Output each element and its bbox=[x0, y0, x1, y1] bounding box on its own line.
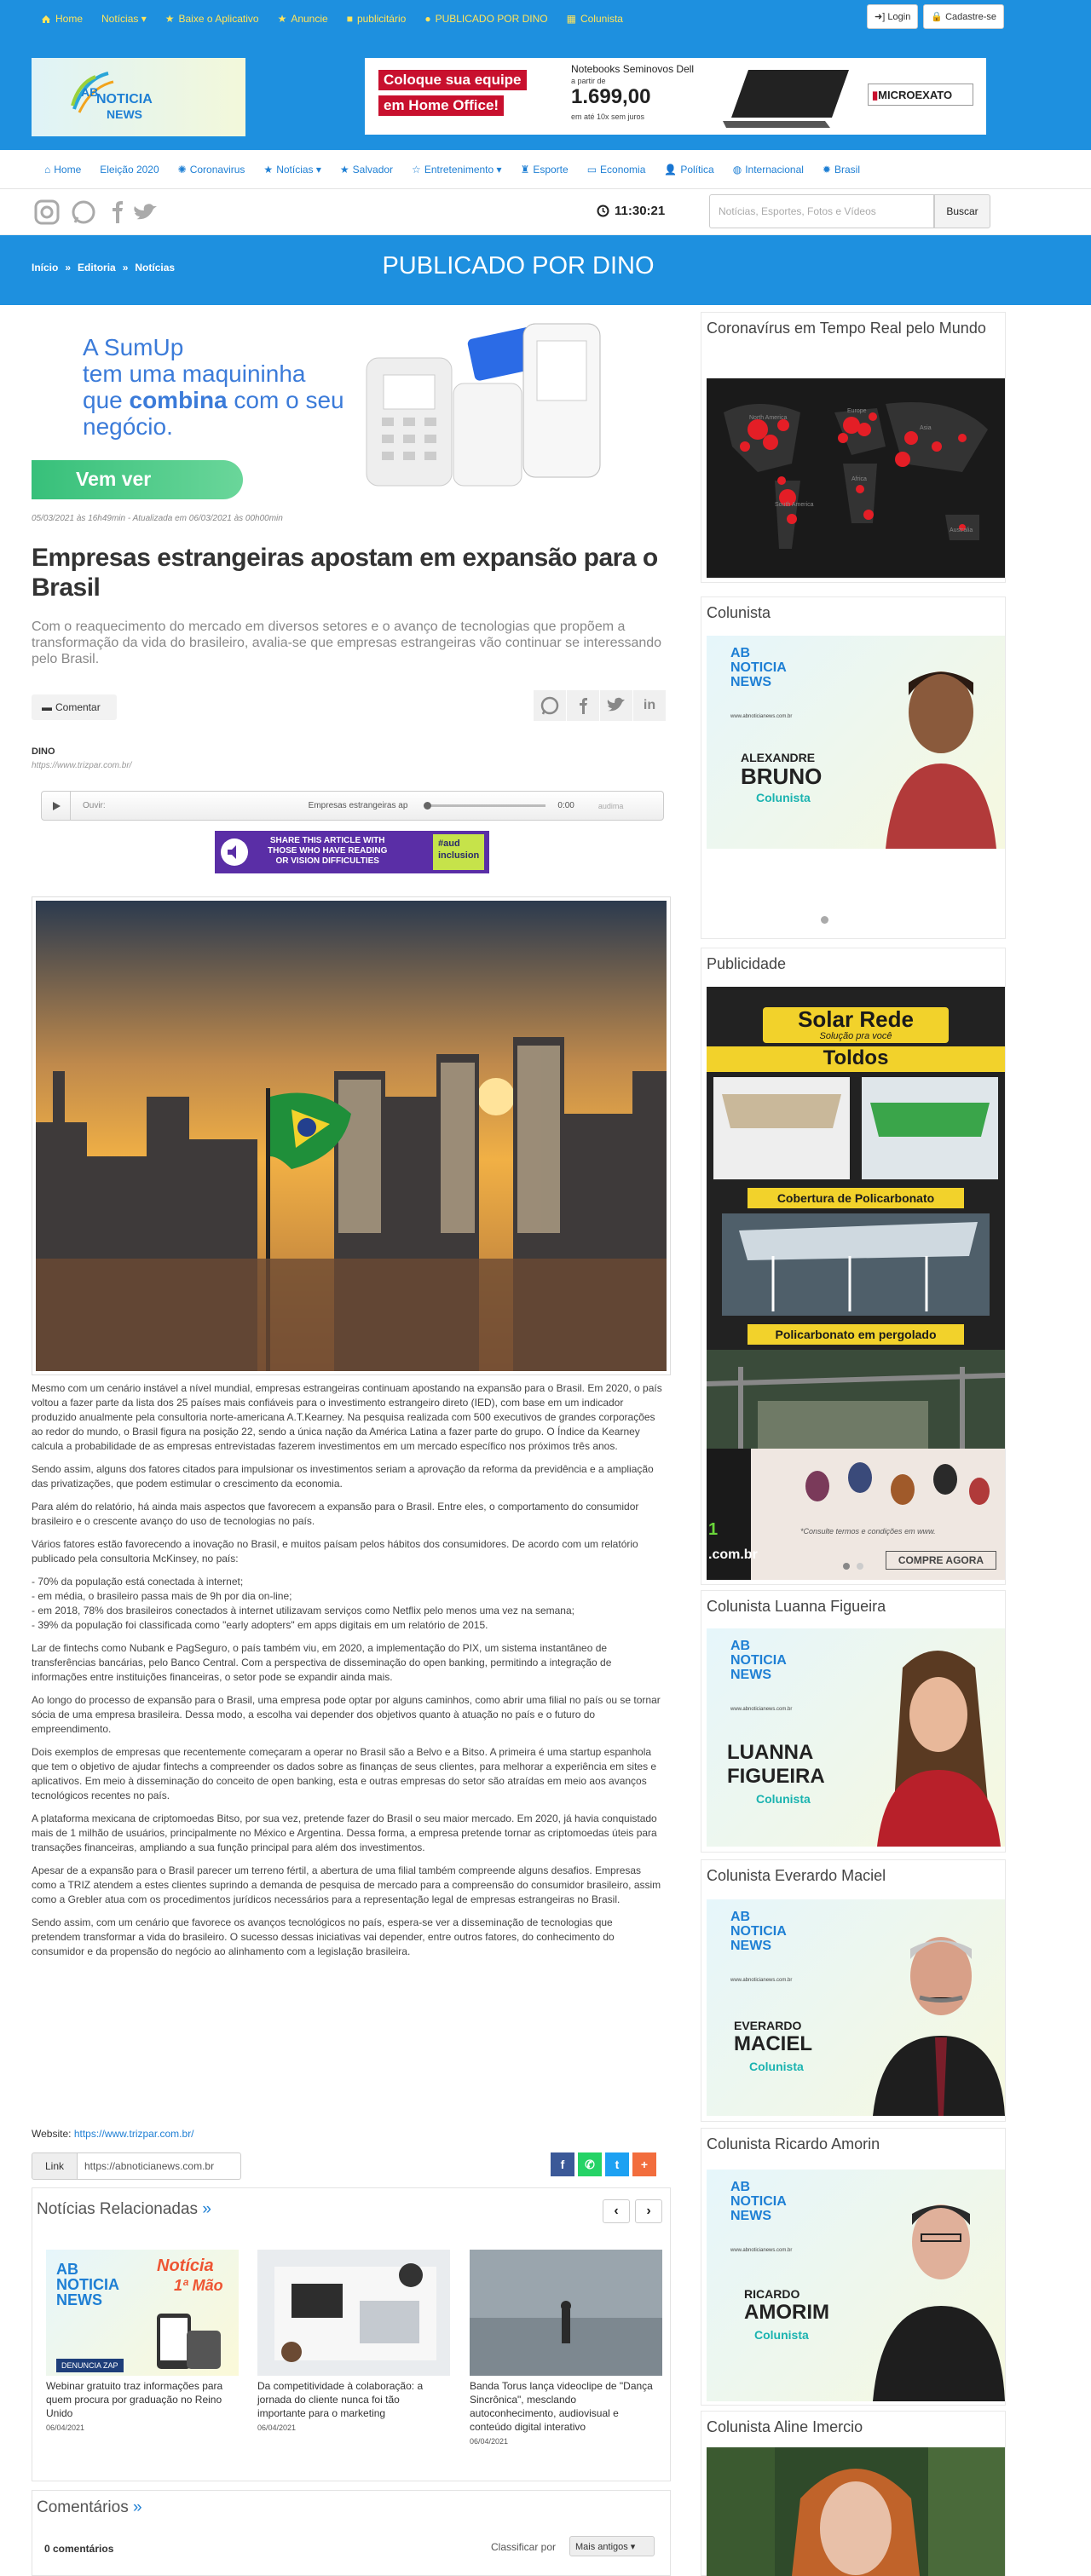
topnav-label: PUBLICADO POR DINO bbox=[435, 13, 548, 25]
thumb-logo bbox=[56, 2262, 119, 2308]
columnist-card-everardo[interactable] bbox=[707, 1899, 1005, 2116]
solar-cobertura: Cobertura de Policarbonato bbox=[748, 1188, 964, 1208]
article-paragraph: A plataforma mexicana de criptomoedas Bitso, por sua vez, pretende fazer do Brasil o seu maior mercado. Em 2020, já havia conquistado mais de 1 milhão de usuários, principalmente no México e Argentina. Dessa forma, a empresa pretende tornar as criptomoedas úteis para transações financeiras, ampliando a sua função principal para além dos investimentos. bbox=[32, 1812, 657, 1853]
solar-logo bbox=[763, 1007, 949, 1043]
phone-image bbox=[148, 2309, 225, 2369]
ad-headline: em Home Office! bbox=[378, 95, 504, 116]
card-logo-line: NOTICIA bbox=[730, 660, 787, 675]
coffee-cta: COMPRE AGORA bbox=[886, 1551, 996, 1570]
coffee-fragment: .com.br bbox=[708, 1547, 758, 1562]
columnist-first-name: LUANNA bbox=[727, 1741, 814, 1764]
related-thumb bbox=[470, 2250, 662, 2376]
nav-noticias[interactable] bbox=[263, 164, 320, 176]
related-item[interactable] bbox=[257, 2250, 450, 2432]
columnist-first-name: ALEXANDRE bbox=[741, 751, 816, 764]
virus-icon: ✺ bbox=[177, 164, 187, 176]
nav-home[interactable] bbox=[44, 164, 81, 176]
ad-brand bbox=[868, 84, 973, 106]
circle-icon: ✹ bbox=[822, 164, 831, 176]
ad-product: Notebooks Seminovos Dell bbox=[571, 63, 695, 75]
columnist-photo bbox=[869, 1634, 1005, 1847]
link-input[interactable]: https://abnoticianews.com.br bbox=[78, 2152, 241, 2180]
columnist-role: Colunista bbox=[754, 2328, 809, 2342]
card-site: www.abnoticianews.com.br bbox=[730, 1978, 793, 1983]
card-logo-line: NOTICIA bbox=[730, 1924, 787, 1939]
signup-label: Cadastre-se bbox=[945, 12, 996, 22]
columnist-last-name: MACIEL bbox=[734, 2032, 812, 2055]
top-nav bbox=[41, 0, 623, 37]
related-nav bbox=[603, 2199, 662, 2223]
progress-knob[interactable] bbox=[424, 802, 431, 810]
solar-rede-ad[interactable] bbox=[707, 987, 1005, 1580]
card-logo-line: AB bbox=[730, 1639, 751, 1653]
comment-icon: ▬ bbox=[42, 701, 52, 713]
card-logo-line: NEWS bbox=[730, 675, 771, 689]
twitter-icon: t bbox=[615, 2158, 620, 2171]
coffee-sidebar bbox=[707, 1449, 758, 1580]
nav-brasil[interactable] bbox=[823, 164, 860, 176]
card-logo-line: AB bbox=[730, 2180, 751, 2194]
topnav-dino[interactable] bbox=[424, 13, 547, 25]
audima-line: OR VISION DIFFICULTIES bbox=[275, 856, 379, 866]
columnist-role: Colunista bbox=[756, 791, 811, 804]
sumup-line bbox=[83, 387, 344, 413]
thumb-logo-line: AB bbox=[56, 2261, 78, 2278]
login-label: Login bbox=[887, 12, 911, 22]
related-item-date: 06/04/2021 bbox=[46, 2423, 85, 2432]
columnist-photo bbox=[877, 644, 1005, 849]
article-body bbox=[32, 1381, 662, 1968]
related-item[interactable] bbox=[470, 2250, 662, 2446]
topnav-app[interactable] bbox=[165, 13, 259, 25]
article-paragraph: Ao longo do processo de expansão para o Brasil, uma empresa pode optar por alguns caminhos, como abrir uma filial no país ou se tornar sócia de uma empresa brasileira. Dessa modo, a escolha vai depender dos objetivos quanto à atuação no país e o futuro do empreendimento. bbox=[32, 1694, 661, 1735]
nav-label: Eleição 2020 bbox=[100, 164, 159, 176]
covid-title: Coronavírus em Tempo Real pelo Mundo bbox=[707, 320, 986, 337]
whatsapp-icon bbox=[73, 202, 94, 222]
map-label: South America bbox=[775, 502, 814, 508]
columnist-card-luanna[interactable] bbox=[707, 1628, 1005, 1847]
comments-title-arrow: » bbox=[133, 2498, 142, 2516]
map-label: Europe bbox=[847, 408, 867, 414]
share-facebook[interactable] bbox=[567, 690, 600, 721]
topnav-home[interactable] bbox=[41, 13, 83, 25]
related-item-title: Banda Torus lança videoclipe de "Dança Sincrônica", mesclando autoconhecimento, audiovisual e conteúdo digital interativo bbox=[470, 2380, 653, 2433]
article-title: Empresas estrangeiras apostam em expansão para o Brasil bbox=[32, 544, 658, 602]
nav-label: Entretenimento ▾ bbox=[424, 164, 502, 176]
everardo-title: Colunista Everardo Maciel bbox=[707, 1867, 886, 1884]
ad-headline: Coloque sua equipe bbox=[378, 70, 527, 90]
more-share-button[interactable] bbox=[632, 2152, 656, 2176]
player-progress[interactable] bbox=[426, 804, 546, 807]
comment-button[interactable] bbox=[32, 694, 117, 720]
comment-label: Comentar bbox=[55, 701, 101, 713]
star-icon: ★ bbox=[263, 164, 274, 176]
article-paragraph: Sendo assim, com um cenário que favorece os avanços tecnológicos no país, espera-se ver a disseminação de tecnologias que pretendem transformar a vida do brasileiro. O sucesso dessas iniciativas vai depender, entre outros fatores, do conhecimento do consumidor e da propensão do negócio ao alinhamento com a legislação brasileira. bbox=[32, 1916, 615, 1957]
related-item-title: Da competitividade à colaboração: a jornada do cliente nunca foi tão importante para o marketing bbox=[257, 2380, 424, 2419]
thumb-badge: DENUNCIA ZAP bbox=[56, 2359, 124, 2372]
columnist-role: Colunista bbox=[749, 2060, 804, 2073]
website-label: Website: bbox=[32, 2128, 72, 2140]
aline-title: Colunista Aline Imercio bbox=[707, 2418, 863, 2435]
website-link[interactable]: https://www.trizpar.com.br/ bbox=[73, 2128, 194, 2140]
columnist-photo bbox=[869, 1908, 1005, 2116]
card-logo-line: NEWS bbox=[730, 1939, 771, 1953]
prev-arrow-button[interactable] bbox=[603, 2199, 630, 2223]
article-paragraph: Lar de fintechs como Nubank e PagSeguro, o país também viu, em 2020, a implementação do PIX, um sistema instantâneo de transferências bancárias, pelo Banco Central. Com a perspectiva de disseminação do open banking, permitindo a integração de informações entre instituições financeiras, o setor pode se expandir ainda mais. bbox=[32, 1642, 612, 1683]
auth-buttons bbox=[867, 4, 1004, 29]
nav-label: Política bbox=[680, 164, 714, 176]
chevron-right-icon: » bbox=[122, 262, 129, 274]
related-title-arrow: » bbox=[202, 2200, 211, 2218]
trophy-icon: ♜ bbox=[520, 164, 530, 176]
breadcrumb-item[interactable]: Editoria bbox=[78, 262, 116, 274]
topnav-label: Notícias ▾ bbox=[101, 13, 147, 25]
ricardo-title: Colunista Ricardo Amorin bbox=[707, 2135, 880, 2152]
nav-internacional[interactable] bbox=[733, 164, 804, 176]
lock-icon: 🔒 bbox=[931, 12, 944, 22]
brand-mark: ▮ bbox=[872, 89, 879, 101]
covid-map[interactable] bbox=[707, 378, 1005, 578]
related-thumb bbox=[46, 2250, 239, 2376]
plus-icon: + bbox=[640, 2158, 649, 2171]
topnav-label: publicitário bbox=[356, 13, 407, 25]
sort-label: Classificar por bbox=[491, 2541, 557, 2553]
nav-salvador[interactable] bbox=[340, 164, 393, 176]
share-buttons-small bbox=[551, 2152, 656, 2176]
player-listen: Ouvir: bbox=[83, 801, 106, 810]
map-label: North America bbox=[749, 415, 788, 421]
topnav-publicitario[interactable] bbox=[347, 13, 407, 25]
clock-time: 11:30:21 bbox=[615, 204, 666, 218]
nav-label: Notícias ▾ bbox=[276, 164, 321, 176]
logo-text: NEWS bbox=[107, 107, 142, 121]
whatsapp-share-button[interactable] bbox=[578, 2152, 602, 2176]
card-logo bbox=[730, 646, 787, 689]
comments-title-text: Comentários bbox=[37, 2498, 129, 2516]
audima-tag-line: #aud bbox=[438, 838, 460, 849]
related-item-date: 06/04/2021 bbox=[257, 2423, 297, 2432]
sumup-line: negócio. bbox=[83, 413, 173, 440]
luanna-title: Colunista Luanna Figueira bbox=[707, 1598, 886, 1615]
article-photo bbox=[32, 896, 671, 1375]
article-paragraph: Apesar de a expansão para o Brasil parecer um terreno fértil, a abertura de uma filial também compreende alguns desafios. Empresas como a TRIZ atendem a estes clientes suprindo a demanda de pesquisa de mercado para a compreensão do consumidor brasileiro, assim como a Grebler atua com os procedimentos jurídicos necessários para a representação legal de empresas estrangeiras no Brasil. bbox=[32, 1864, 661, 1905]
publicidade-title: Publicidade bbox=[707, 955, 787, 972]
home-icon: ⌂ bbox=[44, 164, 51, 176]
audima-text bbox=[268, 836, 387, 867]
map-label: Australia bbox=[950, 527, 973, 533]
card-logo-line: NEWS bbox=[730, 1668, 771, 1682]
article-list: - 70% da população está conectada à internet; - em média, o brasileiro passa mais de 9h por dia on-line; - em 2018, 78% dos brasileiros conectados à internet utilizavam serviços como Netflix pelo menos uma vez na semana; - 39% da população foi classificada como "early adopters" em apps digitais em um relatório de 2015. bbox=[32, 1576, 574, 1631]
sumup-line: tem uma maquininha bbox=[83, 360, 306, 387]
ad-from: a partir de bbox=[571, 77, 606, 85]
logo-text: NOTICIA bbox=[96, 92, 153, 107]
twitter-icon bbox=[134, 204, 157, 219]
card-logo bbox=[730, 2180, 787, 2223]
nav-label: Internacional bbox=[745, 164, 804, 176]
nav-label: Home bbox=[54, 164, 82, 176]
speaker-icon bbox=[220, 838, 249, 867]
columnist-photo-aline[interactable] bbox=[707, 2447, 1005, 2576]
article-paragraph: Dois exemplos de empresas que recentemente começaram a operar no Brasil são a Belvo e a Bitso. A primeira é uma startup espanhola que tem o objetivo de ajudar fintechs a compreender os dados sobre as finanças de seus clientes, para melhorar a experiência em sites e aplicativos. Em meio à disseminação do conceito de open banking, esta e outras empresas do setor são atraídas em meio aos avanços tecnológicos recentes no país. bbox=[32, 1746, 657, 1801]
facebook-icon: f bbox=[560, 2158, 565, 2171]
star-icon: ★ bbox=[165, 13, 175, 25]
audima-banner[interactable] bbox=[215, 831, 489, 873]
thumb-badge: 1ª Mão bbox=[174, 2277, 223, 2294]
article-lead: Com o reaquecimento do mercado em diversos setores e o avanço de tecnologias que propõem a transformação da vida do brasileiro, avalia-se que empresas estrangeiras vão continuar se interessando pelo Brasil. bbox=[32, 620, 662, 666]
play-button[interactable] bbox=[42, 792, 71, 820]
columnist-role: Colunista bbox=[756, 1792, 811, 1806]
nav-eleicao[interactable] bbox=[100, 164, 159, 176]
card-logo-line: AB bbox=[730, 1910, 751, 1924]
coffee-fragment: 1 bbox=[708, 1520, 719, 1539]
signup-button[interactable] bbox=[923, 4, 1004, 29]
article-paragraph: Para além do relatório, há ainda mais aspectos que favorecem a expansão para o Brasil. Entre eles, o comportamento do consumidor brasileiro e o crescente avanço do uso de tecnologias no país. bbox=[32, 1501, 639, 1527]
main-nav-items bbox=[44, 150, 860, 189]
columnist-card-bruno[interactable] bbox=[707, 636, 1005, 849]
sumup-fragment: com o seu bbox=[227, 387, 344, 413]
related-item[interactable] bbox=[46, 2250, 239, 2432]
topnav-label: Baixe o Aplicativo bbox=[178, 13, 259, 25]
solar-pergolado: Policarbonato em pergolado bbox=[748, 1324, 964, 1345]
related-title bbox=[37, 2200, 211, 2219]
facebook-share-button[interactable] bbox=[551, 2152, 574, 2176]
audima-tag-line: inclusion bbox=[438, 850, 480, 861]
player-brand: audima bbox=[597, 801, 624, 810]
carousel-dot[interactable] bbox=[843, 1563, 850, 1570]
link-field bbox=[32, 2152, 241, 2180]
article-paragraph: Mesmo com um cenário instável a nível mundial, empresas estrangeiras continuam apostando na expansão para o Brasil. Em 2020, o país voltou a fazer parte da lista dos 25 países mais confiáveis para o investimento estrangeiro direto (IED), com base em um indicador produzido anualmente pela consultoria norte-americana A.T.Kearney. Na pesquisa realizada com 500 executivos de grandes corporações ao redor do mundo, o Brasil figura na posição 22, sendo a única nação da América Latina a fazer parte do grupo. O Índice da Kearney calcula a probabilidade de as empresas entrevistadas fazerem investimentos em um mercado específico nos próximos três anos. bbox=[32, 1382, 662, 1452]
twitter-icon bbox=[606, 695, 626, 716]
columnist-first-name: EVERARDO bbox=[734, 2019, 802, 2032]
columnist-first-name: RICARDO bbox=[744, 2287, 800, 2301]
audima-tag bbox=[433, 834, 484, 870]
carousel-dot[interactable] bbox=[857, 1563, 863, 1570]
nav-esporte[interactable] bbox=[521, 164, 569, 176]
nav-label: Economia bbox=[600, 164, 646, 176]
map-label: Africa bbox=[851, 476, 867, 482]
card-logo bbox=[730, 1910, 787, 1953]
coffee-disclaimer: *Consulte termos e condições em www. bbox=[800, 1527, 936, 1536]
card-site: www.abnoticianews.com.br bbox=[730, 2248, 793, 2253]
audima-line: SHARE THIS ARTICLE WITH bbox=[269, 836, 385, 845]
facebook-icon bbox=[113, 201, 123, 223]
article-author: DINO bbox=[32, 746, 55, 757]
nav-label: Salvador bbox=[352, 164, 394, 176]
login-button[interactable] bbox=[867, 4, 918, 29]
columnist-last-name: AMORIM bbox=[744, 2301, 829, 2324]
user-icon: 👤 bbox=[664, 164, 678, 176]
related-thumb bbox=[257, 2250, 450, 2376]
capsules-image bbox=[792, 1461, 996, 1512]
share-twitter[interactable] bbox=[600, 690, 633, 721]
play-icon bbox=[51, 801, 61, 811]
pergolado-image bbox=[707, 1350, 1005, 1461]
link-label: Link bbox=[32, 2152, 78, 2180]
nav-entretenimento[interactable] bbox=[412, 164, 502, 176]
topnav-anuncie[interactable] bbox=[278, 13, 328, 25]
social-icons bbox=[34, 199, 170, 226]
topnav-label: Colunista bbox=[580, 13, 623, 25]
brand-label: MICROEXATO bbox=[878, 89, 953, 101]
card-site: www.abnoticianews.com.br bbox=[730, 714, 793, 719]
nav-coronavirus[interactable] bbox=[178, 164, 245, 176]
audio-player bbox=[41, 791, 664, 821]
chevron-right-icon: › bbox=[646, 2204, 651, 2218]
sumup-line: A SumUp bbox=[83, 334, 184, 360]
solar-slogan: Solução pra você bbox=[819, 1031, 892, 1041]
card-logo-line: NEWS bbox=[730, 2209, 771, 2223]
columnist-card-ricardo[interactable] bbox=[707, 2170, 1005, 2401]
main-nav bbox=[0, 150, 1091, 189]
comments-title bbox=[37, 2498, 142, 2517]
search-input[interactable]: Notícias, Esportes, Fotos e Vídeos bbox=[709, 194, 934, 228]
topnav-label: Anuncie bbox=[291, 13, 328, 25]
share-linkedin[interactable] bbox=[633, 690, 667, 721]
coffee-ad bbox=[707, 1449, 1005, 1580]
topnav-label: Home bbox=[55, 13, 84, 25]
ad-price: 1.699,00 bbox=[571, 85, 651, 108]
colunista-title: Colunista bbox=[707, 604, 771, 621]
thumb-badge: Notícia bbox=[157, 2256, 214, 2275]
breadcrumb-item[interactable]: Início bbox=[32, 262, 59, 274]
card-logo-line: NOTICIA bbox=[730, 1653, 787, 1668]
site-logo[interactable] bbox=[32, 58, 245, 136]
columnist-last-name: BRUNO bbox=[741, 764, 823, 789]
sumup-fragment: combina bbox=[129, 387, 228, 413]
facebook-icon bbox=[573, 695, 593, 716]
card-logo-line: NOTICIA bbox=[730, 2194, 787, 2209]
sumup-fragment: que bbox=[83, 387, 130, 413]
globe-icon: ◍ bbox=[732, 164, 742, 176]
ad-installments: em até 10x sem juros bbox=[571, 112, 645, 121]
twitter-share-button[interactable] bbox=[605, 2152, 629, 2176]
player-time: 0:00 bbox=[557, 801, 574, 810]
awnings-image bbox=[713, 1077, 998, 1179]
sumup-cta: Vem ver bbox=[32, 460, 243, 499]
nav-label: Coronavirus bbox=[189, 164, 245, 176]
sumup-text bbox=[83, 334, 344, 440]
article-meta: 05/03/2021 às 16h49min - Atualizada em 06/03/2021 às 00h00min bbox=[32, 514, 283, 523]
thumb-logo-line: NOTICIA bbox=[56, 2276, 119, 2293]
related-item-date: 06/04/2021 bbox=[470, 2437, 509, 2446]
chart-icon: ▭ bbox=[586, 164, 597, 176]
next-arrow-button[interactable] bbox=[635, 2199, 662, 2223]
solar-brand: Solar Rede bbox=[798, 1006, 914, 1032]
search-button[interactable]: Buscar bbox=[934, 194, 990, 228]
thumb-logo-line: NEWS bbox=[56, 2291, 102, 2308]
topnav-noticias[interactable] bbox=[101, 13, 147, 25]
sort-select[interactable]: Mais antigos ▾ bbox=[569, 2536, 655, 2556]
map-label: Asia bbox=[920, 425, 932, 431]
breadcrumb-item[interactable]: Notícias bbox=[135, 262, 176, 274]
logo-text: AB bbox=[81, 85, 99, 99]
laptop-image bbox=[723, 65, 851, 131]
grid-icon: ▦ bbox=[566, 13, 576, 25]
article-paragraph: Sendo assim, alguns dos fatores citados para impulsionar os investimentos seriam a aprovação da reforma da previdência e a ampliação das privatizações, que podem estimular o crescimento da economia. bbox=[32, 1463, 654, 1490]
comments-count: 0 comentários bbox=[44, 2543, 114, 2555]
whatsapp-icon: ✆ bbox=[585, 2157, 595, 2171]
circle-icon: ● bbox=[424, 13, 431, 25]
website-line bbox=[32, 2128, 194, 2140]
share-whatsapp[interactable] bbox=[534, 690, 567, 721]
instagram-icon bbox=[36, 201, 58, 223]
sumup-terminals-image bbox=[358, 315, 618, 503]
related-item-title: Webinar gratuito traz informações para quem procura por graduação no Reino Unido bbox=[46, 2380, 223, 2419]
whatsapp-icon bbox=[540, 695, 560, 716]
related-title-text: Notícias Relacionadas bbox=[37, 2200, 199, 2218]
audima-line: THOSE WHO HAVE READING bbox=[268, 846, 388, 856]
policarbonato-image bbox=[722, 1213, 990, 1316]
nav-label: Brasil bbox=[834, 164, 860, 176]
columnist-photo bbox=[869, 2178, 1005, 2401]
author-url[interactable]: https://www.trizpar.com.br/ bbox=[32, 761, 132, 770]
home-icon bbox=[41, 14, 51, 24]
clock bbox=[597, 204, 665, 218]
nav-politica[interactable] bbox=[664, 164, 713, 176]
linkedin-icon: in bbox=[643, 698, 656, 712]
player-track: Empresas estrangeiras ap bbox=[308, 801, 408, 810]
sumup-ad[interactable] bbox=[32, 315, 362, 503]
star-icon: ★ bbox=[339, 164, 349, 176]
chevron-right-icon: » bbox=[65, 262, 72, 274]
signin-icon: ➜] bbox=[875, 12, 886, 22]
card-site: www.abnoticianews.com.br bbox=[730, 1707, 793, 1712]
top-banner-ad[interactable] bbox=[365, 58, 986, 135]
carousel-dot[interactable] bbox=[821, 916, 828, 924]
square-icon: ■ bbox=[346, 13, 353, 25]
columnist-last-name: FIGUEIRA bbox=[727, 1765, 825, 1788]
share-buttons bbox=[534, 690, 667, 721]
card-logo bbox=[730, 1639, 787, 1682]
article-paragraph: Vários fatores estão favorecendo a inovação no Brasil, e muitos paísam pelos hábitos dos consumidores. De acordo com um relatório publicado pela consultoria McKinsey, no país: bbox=[32, 1538, 638, 1565]
clock-icon bbox=[597, 205, 609, 217]
topnav-colunista[interactable] bbox=[567, 13, 623, 25]
city-flag-image bbox=[36, 901, 667, 1371]
star-icon: ☆ bbox=[412, 164, 421, 176]
star-icon: ★ bbox=[277, 13, 287, 25]
chevron-left-icon: ‹ bbox=[614, 2204, 619, 2218]
nav-economia[interactable] bbox=[587, 164, 646, 176]
page-title: PUBLICADO POR DINO bbox=[382, 252, 655, 279]
nav-label: Esporte bbox=[533, 164, 569, 176]
solar-toldos: Toldos bbox=[707, 1046, 1005, 1072]
card-logo-line: AB bbox=[730, 646, 751, 660]
